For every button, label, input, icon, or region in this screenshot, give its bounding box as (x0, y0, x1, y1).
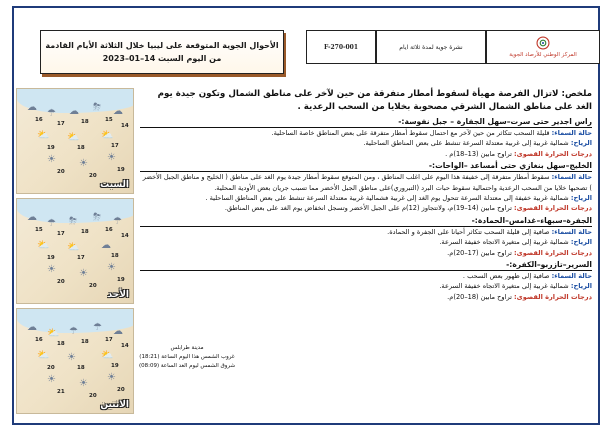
bulletin-description: نشرة جوية لمدة ثلاثة ايام (376, 30, 486, 64)
temp-label: درجات الحرارة القصوى: (514, 248, 592, 257)
wind-label: الرياح: (570, 238, 592, 247)
organization-name: المركز الوطني للأرصاد الجوية (509, 52, 577, 58)
rain-cloud-icon: ☁ (27, 102, 37, 113)
map-temperature: 19 (117, 277, 125, 283)
cloud-icon: ☁ (27, 322, 37, 333)
sun-icon: ☀ (79, 378, 88, 389)
temp-label: درجات الحرارة القصوى: (514, 292, 592, 301)
title-box (40, 30, 284, 74)
max-temperature (140, 203, 592, 213)
bulletin-date: من اليوم السبت 14–01–2023 (102, 54, 222, 63)
rain-cloud-icon: ☁ (27, 212, 37, 223)
map-temperature: 14 (121, 123, 129, 129)
partly-cloudy-icon: ⛅ (67, 132, 80, 143)
sunrise-time: شروق الشمس ليوم الغد الساعة (08:09) (138, 363, 236, 369)
temp-text: تراوح مابين (17–20)م. (447, 248, 512, 257)
rain-cloud-icon: ☂ (113, 216, 122, 227)
map-panel-saturday (16, 88, 134, 194)
sky-condition (140, 271, 592, 281)
map-temperature: 20 (89, 393, 97, 399)
map-temperature: 17 (105, 337, 113, 343)
map-temperature: 17 (77, 255, 85, 261)
region-title: الخليج–سهل بنغازي حتى أمساعد –الواحات:- (140, 160, 592, 172)
map-day-label: الاثنين (100, 400, 129, 410)
forecast-summary: ملخص: لاتزال الفرصة مهيأة لسقوط أمطار متفرقة من حين لآخر على مناطق الشمال وتكون جيدة يوم الغد على مناطق الشمال الشرقي مصحوبة بخلايا من السحب الرعدية . (157, 89, 592, 112)
sun-icon: ☀ (67, 352, 76, 363)
forecast-maps (16, 88, 136, 418)
rain-cloud-icon: ☁ (69, 106, 79, 117)
map-temperature: 18 (77, 365, 85, 371)
map-temperature: 15 (35, 227, 43, 233)
sky-text: صافية إلى قليلة السحب تتكاثر أحيانا على الجفرة و الحمادة. (387, 227, 550, 236)
header (26, 16, 598, 76)
sky-label: حالة السماء: (551, 129, 592, 137)
map-panel-sunday (16, 198, 134, 304)
partly-cloudy-icon: ⛅ (47, 328, 60, 339)
region-title: الجفرة–سبهاء–غدامس–الحمادة:- (140, 215, 592, 227)
sun-icon: ☀ (79, 158, 88, 169)
map-temperature: 20 (89, 173, 97, 179)
sky-condition (140, 172, 592, 193)
sky-condition (140, 128, 592, 138)
sky-label: حالة السماء: (551, 272, 592, 281)
wind-condition (140, 237, 592, 247)
map-temperature: 14 (121, 343, 129, 349)
sky-label: حالة السماء: (551, 227, 592, 236)
map-temperature: 20 (57, 169, 65, 175)
map-temperature: 20 (117, 387, 125, 393)
rain-cloud-icon: ☂ (93, 322, 102, 333)
city-name: مدينة طرابلس (170, 345, 204, 351)
sun-icon: ☀ (107, 152, 116, 163)
map-temperature: 16 (35, 337, 43, 343)
wind-condition (140, 138, 592, 148)
map-temperature: 18 (81, 119, 89, 125)
partly-cloudy-icon: ⛅ (101, 350, 114, 361)
temp-label: درجات الحرارة القصوى: (514, 149, 592, 158)
map-temperature: 21 (57, 389, 65, 395)
sun-icon: ☀ (107, 262, 116, 273)
map-temperature: 17 (111, 143, 119, 149)
temp-text: تراوح مابين (13–18)م . (445, 149, 512, 158)
map-temperature: 19 (111, 363, 119, 369)
map-temperature: 18 (81, 339, 89, 345)
map-temperature: 16 (35, 117, 43, 123)
map-temperature: 20 (89, 283, 97, 289)
storm-cloud-icon: ⛈ (69, 216, 77, 227)
partly-cloudy-icon: ⛅ (37, 130, 50, 141)
map-temperature: 19 (117, 167, 125, 173)
sun-icon: ☀ (47, 374, 56, 385)
partly-cloudy-icon: ⛅ (37, 350, 50, 361)
max-temperature (140, 149, 592, 159)
cloud-icon: ☁ (113, 106, 123, 117)
bulletin-title: الأحوال الجوية المتوقعة على ليبيا خلال الثلاثة الأيام القادمة (45, 41, 279, 50)
map-temperature: 17 (57, 231, 65, 237)
map-temperature: 18 (77, 145, 85, 151)
max-temperature (140, 292, 592, 302)
met-center-logo-icon (536, 36, 550, 50)
map-temperature: 16 (105, 227, 113, 233)
map-temperature: 17 (57, 121, 65, 127)
wind-label: الرياح: (570, 282, 592, 291)
map-temperature: 15 (105, 117, 113, 123)
wind-text: شمالية غربية إلى غربية معتدلة السرعة تنشط على بعض المناطق الساحلية. (363, 139, 569, 148)
max-temperature (140, 248, 592, 258)
map-panel-monday (16, 308, 134, 414)
city-sun-times (138, 344, 236, 371)
map-temperature: 19 (47, 145, 55, 151)
organization-box (486, 30, 600, 64)
region-title: السرير–تازربو–الكفرة:- (140, 259, 592, 271)
wind-label: الرياح: (570, 194, 592, 203)
sky-text: صافية إلى ظهور بعض السحب . (462, 272, 550, 281)
sky-text: سقوط أمطار متفرقة إلى خفيفة هذا اليوم على اغلب المناطق ، ومن المتوقع سقوط أمطار جيدة يوم الغد على مناطق ( الخليج و مناطق الجبل الأخضر ) تصحبها خلايا من السحب الرعدية واحتمالية سقوط حبات البرد (التبروري)على مناطق الجبل الأخضر مما تسبب جريان بعض الأودية المحلية. (142, 173, 592, 192)
region-title: راس اجدير حتى سرت–سهل الجفارة – جبل نفوسة:- (140, 116, 592, 128)
sun-icon: ☀ (47, 154, 56, 165)
sunset-time: غروب الشمس هذا اليوم الساعة (18:21) (139, 354, 235, 360)
wind-text: شمالية غربية إلى متغيرة الاتجاه خفيفة السرعة. (439, 238, 569, 247)
rain-cloud-icon: ☂ (69, 326, 78, 337)
temp-label: درجات الحرارة القصوى: (514, 204, 592, 213)
wind-condition (140, 281, 592, 291)
temp-text: تراوح مابين (14–19)م، ولاتتجاوز (12)م على الجبل الأخضر وتسجل انخفاض يوم الغد على بعض المناطق. (224, 204, 512, 213)
map-day-label: السبت (100, 180, 129, 190)
bulletin-page (12, 6, 600, 425)
map-temperature: 20 (57, 279, 65, 285)
wind-text: شمالية غربية إلى متغيرة الاتجاه خفيفة السرعة. (439, 282, 569, 291)
rain-cloud-icon: ☂ (47, 218, 56, 229)
partly-cloudy-icon: ⛅ (37, 240, 50, 251)
map-temperature: 18 (111, 253, 119, 259)
sun-icon: ☀ (107, 372, 116, 383)
partly-cloudy-icon: ⛅ (101, 130, 114, 141)
sun-icon: ☀ (79, 268, 88, 279)
sky-condition (140, 227, 592, 237)
map-temperature: 14 (121, 233, 129, 239)
wind-text: شمالية غربية خفيفة إلى معتدلة السرعة تتحول يوم الغد إلى غربية فشمالية غربية معتدلة السرعة تنشط على بعض المناطق الساحلية . (205, 194, 569, 203)
wind-condition (140, 193, 592, 203)
sky-text: قليلة السحب تتكاثر من حين لآخر مع احتمال سقوط أمطار متفرقة على بعض المناطق خاصة الساحلية. (271, 129, 550, 137)
map-temperature: 20 (47, 365, 55, 371)
rain-cloud-icon: ☂ (47, 108, 56, 119)
wind-label: الرياح: (570, 139, 592, 148)
map-temperature: 18 (81, 229, 89, 235)
rain-cloud-icon: ⛈ (93, 102, 101, 113)
bulletin-code: F-270-001 (306, 30, 376, 64)
sun-icon: ☀ (47, 264, 56, 275)
sky-label: حالة السماء: (551, 173, 592, 182)
temp-text: تراوح مابين (18–20)م. (447, 292, 512, 301)
partly-cloudy-icon: ⛅ (67, 242, 80, 253)
map-temperature: 19 (47, 255, 55, 261)
cloud-icon: ☁ (113, 326, 123, 337)
forecast-text (140, 88, 592, 302)
map-temperature: 18 (57, 341, 65, 347)
storm-cloud-icon: ⛈ (93, 212, 101, 223)
map-day-label: الأحد (107, 290, 129, 300)
cloud-icon: ☁ (101, 240, 111, 251)
